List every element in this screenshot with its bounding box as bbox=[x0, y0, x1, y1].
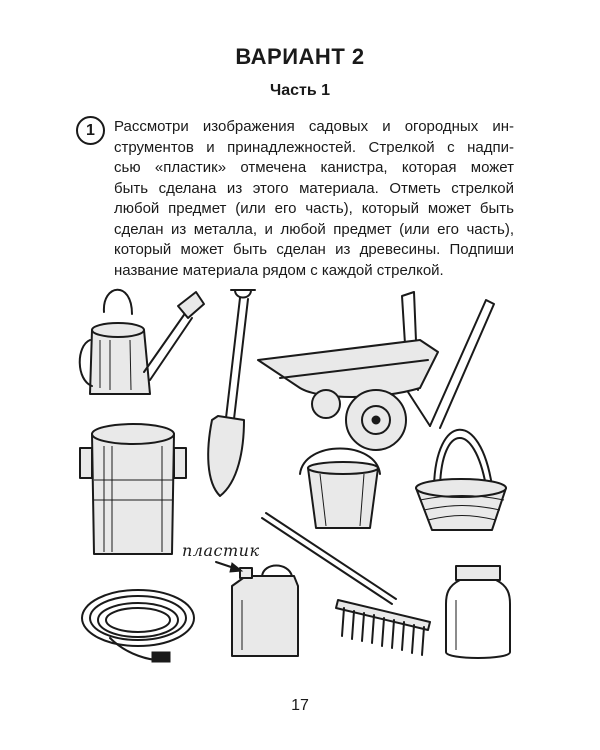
task-text-line: название материала рядом с каждой стрелкой. bbox=[114, 261, 444, 279]
plastic-label: пластик bbox=[182, 541, 260, 560]
page-number: 17 bbox=[291, 697, 309, 714]
watering-can-icon bbox=[80, 290, 204, 394]
task-text-line: любой предмет (или его часть), который может быть bbox=[114, 200, 514, 217]
task-number-badge: 1 bbox=[76, 116, 105, 145]
part-title: Часть 1 bbox=[269, 82, 331, 99]
task-text-line: быть сделана из этого материала. Отметь стрелкой bbox=[114, 179, 514, 197]
plastic-canister-icon bbox=[232, 566, 298, 657]
metal-bin-icon bbox=[80, 424, 186, 554]
glass-jar-icon bbox=[446, 566, 510, 658]
wicker-basket-icon bbox=[416, 430, 506, 530]
wheelbarrow-icon bbox=[258, 292, 494, 450]
bucket-icon bbox=[300, 449, 380, 529]
task-text-line: сделан из металла, и любой предмет (или его часть), bbox=[114, 220, 514, 238]
shovel-icon bbox=[208, 290, 255, 496]
task-text-line: сью «пластик» отмечена канистра, которая может bbox=[114, 159, 514, 176]
plastic-arrow-icon bbox=[216, 562, 242, 572]
garden-hose-icon bbox=[82, 590, 194, 662]
task-text-line: струментов и принадлежностей. Стрелкой с надпи- bbox=[114, 138, 514, 156]
task-text-line: Рассмотри изображения садовых и огородных ин- bbox=[114, 118, 514, 135]
task-text-line: который может быть сделан из древесины. Подпиши bbox=[114, 241, 514, 258]
variant-title: ВАРИАНТ 2 bbox=[235, 44, 365, 69]
